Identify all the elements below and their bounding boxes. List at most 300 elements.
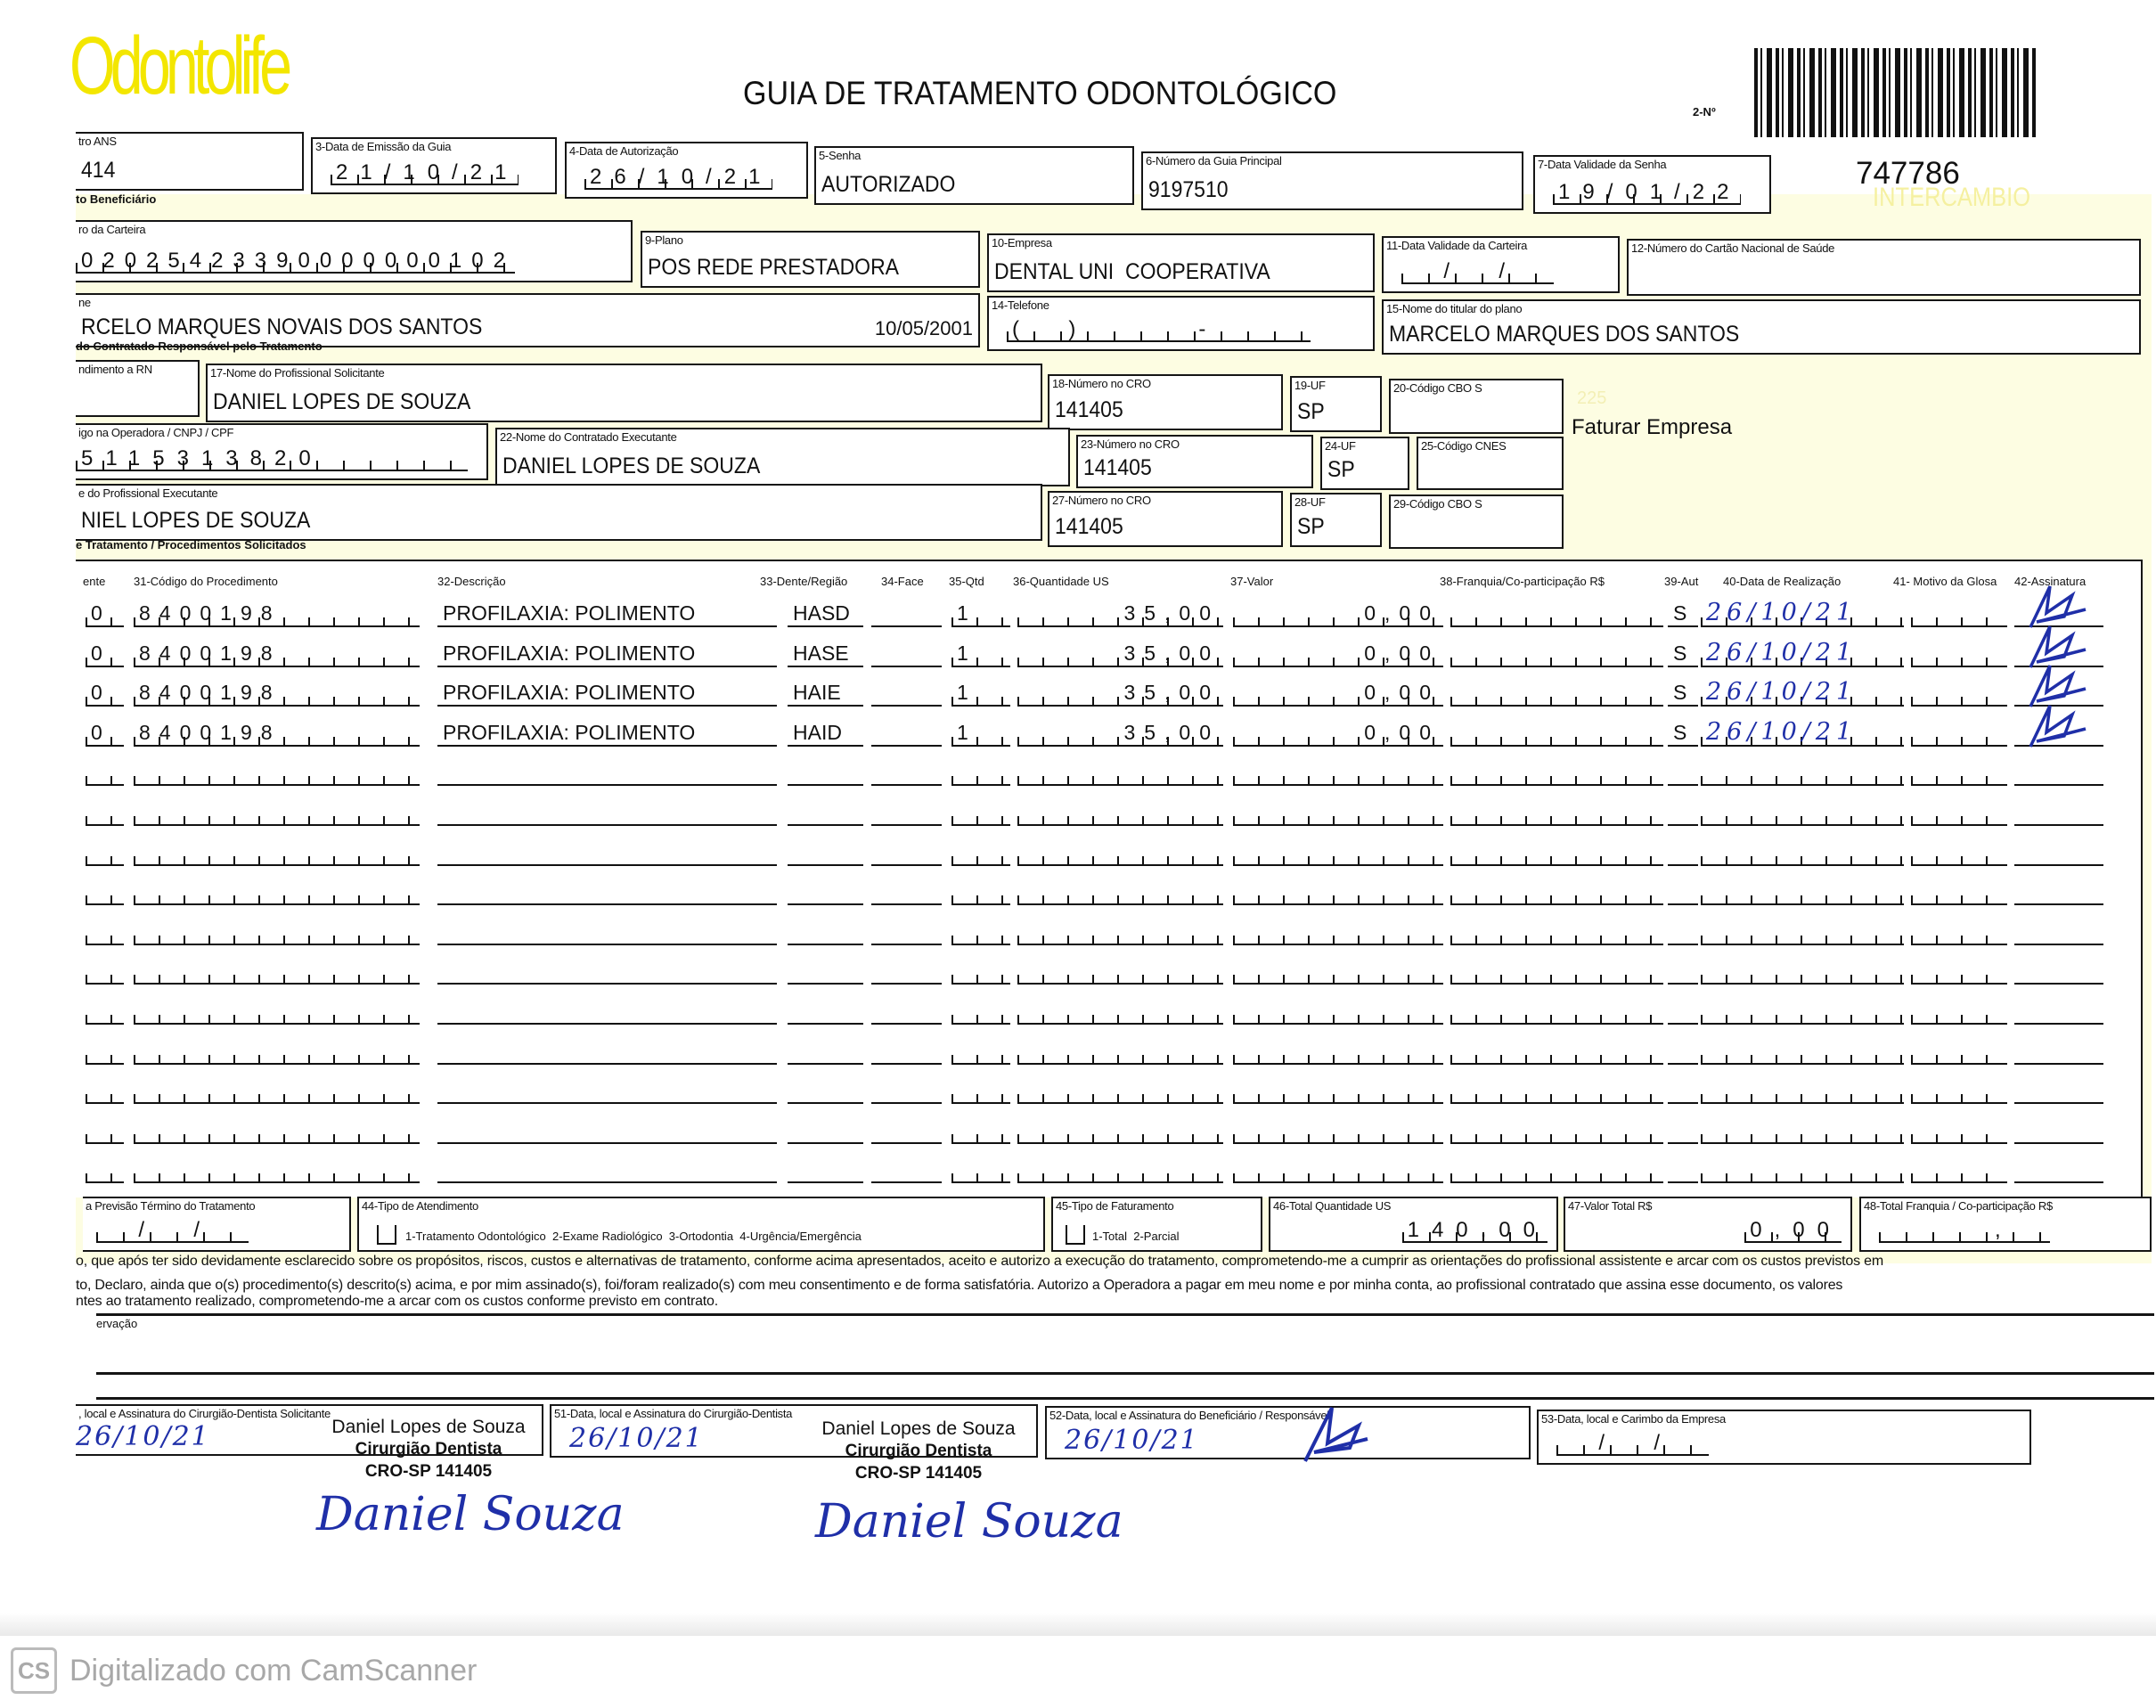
cell-value[interactable] — [1233, 1077, 1443, 1104]
cell-motivo[interactable] — [1911, 839, 2007, 866]
cell-qty[interactable] — [951, 998, 1010, 1025]
cell-copay[interactable] — [1450, 998, 1663, 1025]
cell-date[interactable]: 26/10/21 — [1701, 641, 1904, 667]
signature-53-field[interactable] — [1537, 1410, 2031, 1465]
cell-qty[interactable] — [951, 919, 1010, 945]
cell-motivo[interactable] — [1911, 680, 2007, 707]
phone-field[interactable] — [987, 296, 1375, 351]
checkbox[interactable] — [377, 1225, 396, 1245]
field-value: 141405 — [1055, 397, 1123, 422]
cell-region[interactable] — [788, 958, 863, 985]
cell-date[interactable] — [1701, 1077, 1904, 1104]
field-label: 10-Empresa — [992, 236, 1052, 249]
cell-face[interactable] — [871, 879, 942, 905]
cell-aut[interactable] — [1668, 998, 1698, 1025]
declaration-line: to, Declaro, ainda que o(s) procedimento(s) descrito(s) acima, e por mim assinado(s), foi/foram realizado(s) com meu consentimento e de forma satisfatória. Autorizo a Operadora a pagar em meu nome e por minha conta, ao profissional contratado que assina esse documento, os valores — [76, 1278, 1843, 1293]
cell-copay[interactable] — [1450, 1156, 1663, 1183]
cell-qty[interactable] — [951, 879, 1010, 905]
cell-code[interactable] — [134, 1156, 420, 1183]
cell-qty[interactable] — [951, 1117, 1010, 1144]
cnes-25-field[interactable] — [1417, 437, 1564, 490]
field-label: 53-Data, local e Carimbo da Empresa — [1541, 1412, 1726, 1426]
cell-us[interactable] — [1017, 998, 1223, 1025]
cell-value[interactable]: 0,00 — [1233, 720, 1443, 747]
company-field[interactable] — [987, 233, 1375, 292]
cell-copay[interactable] — [1450, 1117, 1663, 1144]
main-guide-field[interactable] — [1141, 151, 1523, 210]
cell-face[interactable] — [871, 1156, 942, 1183]
cell-region[interactable]: HAID — [788, 720, 863, 747]
cell-description[interactable]: PROFILAXIA: POLIMENTO — [437, 720, 777, 747]
cell-date[interactable] — [1701, 1038, 1904, 1065]
handwritten-date: 26/10/21 — [76, 1421, 210, 1452]
cell-us[interactable] — [1017, 839, 1223, 866]
cell-description[interactable] — [437, 879, 777, 905]
password-field[interactable] — [814, 146, 1134, 205]
cell-description[interactable]: PROFILAXIA: POLIMENTO — [437, 641, 777, 667]
cell-date[interactable] — [1701, 1117, 1904, 1144]
cell-date[interactable] — [1701, 839, 1904, 866]
faint-code: 225 — [1577, 388, 1607, 408]
cell-motivo[interactable] — [1911, 1117, 2007, 1144]
cell-motivo[interactable] — [1911, 919, 2007, 945]
cell-value[interactable]: 0,00 — [1233, 641, 1443, 667]
cell-table[interactable] — [86, 1038, 124, 1065]
cell-code[interactable] — [134, 1117, 420, 1144]
cell-table[interactable] — [86, 1117, 124, 1144]
uf-24-field[interactable] — [1320, 437, 1409, 490]
field-value: 21/10/21 — [331, 162, 519, 185]
cell-qty[interactable] — [951, 1038, 1010, 1065]
cell-sig[interactable] — [2014, 958, 2103, 985]
field-value: 19/01/22 — [1553, 182, 1741, 205]
field-value: SP — [1297, 514, 1325, 539]
cell-code[interactable] — [134, 879, 420, 905]
cell-us[interactable] — [1017, 879, 1223, 905]
column-header: 34-Face — [881, 575, 924, 588]
cell-face[interactable] — [871, 799, 942, 826]
cell-region[interactable] — [788, 998, 863, 1025]
cell-code[interactable]: 8400198 — [134, 641, 420, 667]
cell-us[interactable]: 35,00 — [1017, 601, 1223, 627]
cell-description[interactable] — [437, 1038, 777, 1065]
cell-value[interactable] — [1233, 879, 1443, 905]
cell-code[interactable] — [134, 998, 420, 1025]
cell-copay[interactable] — [1450, 641, 1663, 667]
cell-region[interactable] — [788, 759, 863, 786]
cell-aut[interactable]: S — [1668, 720, 1698, 747]
field-value: / / — [96, 1220, 249, 1243]
cell-region[interactable] — [788, 1117, 863, 1144]
column-header: 39-Aut — [1664, 575, 1699, 588]
cell-sig[interactable] — [2014, 1117, 2103, 1144]
cell-description[interactable] — [437, 919, 777, 945]
cell-code[interactable] — [134, 1038, 420, 1065]
cell-value[interactable] — [1233, 958, 1443, 985]
cell-code[interactable] — [134, 839, 420, 866]
auth-date-field[interactable] — [565, 142, 808, 199]
field-label: a Previsão Término do Tratamento — [86, 1199, 256, 1213]
cell-us[interactable] — [1017, 799, 1223, 826]
table-row[interactable] — [83, 989, 2123, 1028]
cell-description[interactable] — [437, 839, 777, 866]
field-label: 15-Nome do titular do plano — [1386, 302, 1523, 315]
cell-copay[interactable] — [1450, 601, 1663, 627]
cell-table[interactable] — [86, 879, 124, 905]
cell-code[interactable] — [134, 958, 420, 985]
cell-aut[interactable] — [1668, 1038, 1698, 1065]
cell-face[interactable] — [871, 958, 942, 985]
uf-19-field[interactable] — [1290, 376, 1382, 432]
table-row[interactable] — [83, 870, 2123, 909]
column-header: 40-Data de Realização — [1723, 575, 1842, 588]
cell-aut[interactable]: S — [1668, 641, 1698, 667]
cell-copay[interactable] — [1450, 759, 1663, 786]
cell-sig[interactable] — [2014, 998, 2103, 1025]
cell-motivo[interactable] — [1911, 998, 2007, 1025]
cell-description[interactable] — [437, 1117, 777, 1144]
cell-table[interactable]: 0 — [86, 720, 124, 747]
cell-sig[interactable] — [2014, 879, 2103, 905]
cell-table[interactable]: 0 — [86, 641, 124, 667]
signature-52-field[interactable] — [1045, 1406, 1531, 1459]
cell-table[interactable] — [86, 799, 124, 826]
table-row[interactable] — [83, 1108, 2123, 1148]
field-label: 29-Código CBO S — [1393, 497, 1482, 511]
cell-face[interactable] — [871, 641, 942, 667]
end-forecast-field[interactable] — [83, 1197, 351, 1252]
cell-sig[interactable] — [2014, 1156, 2103, 1183]
cell-code[interactable] — [134, 919, 420, 945]
cell-motivo[interactable] — [1911, 641, 2007, 667]
cell-aut[interactable] — [1668, 759, 1698, 786]
cell-date[interactable] — [1701, 919, 1904, 945]
section-procedures: e Tratamento / Procedimentos Solicitados — [76, 538, 306, 552]
field-label: ndimento a RN — [78, 363, 152, 376]
cell-code[interactable] — [134, 799, 420, 826]
cell-motivo[interactable] — [1911, 1156, 2007, 1183]
cell-aut[interactable] — [1668, 799, 1698, 826]
birth-date: 10/05/2001 — [874, 317, 973, 339]
table-row[interactable] — [83, 1148, 2123, 1187]
field-label: 27-Número no CRO — [1052, 494, 1151, 507]
cell-us[interactable]: 35,00 — [1017, 641, 1223, 667]
cell-table[interactable] — [86, 1156, 124, 1183]
cell-date[interactable]: 26/10/21 — [1701, 601, 1904, 627]
cell-table[interactable]: 0 — [86, 601, 124, 627]
card-number-field[interactable] — [76, 220, 633, 282]
table-row[interactable] — [83, 671, 2123, 710]
cell-us[interactable] — [1017, 1038, 1223, 1065]
cell-us[interactable] — [1017, 1077, 1223, 1104]
card-validity-field[interactable] — [1382, 236, 1620, 293]
cbo-29-field[interactable] — [1389, 494, 1564, 549]
cell-us[interactable]: 35,00 — [1017, 680, 1223, 707]
cell-description[interactable] — [437, 799, 777, 826]
cell-qty[interactable] — [951, 839, 1010, 866]
cell-code[interactable] — [134, 759, 420, 786]
cell-face[interactable] — [871, 1117, 942, 1144]
field-value: 0,00 — [1744, 1220, 1842, 1243]
field-label: 19-UF — [1294, 379, 1326, 392]
cell-aut[interactable] — [1668, 958, 1698, 985]
table-row[interactable] — [83, 790, 2123, 829]
cell-value[interactable] — [1233, 1117, 1443, 1144]
cell-motivo[interactable] — [1911, 958, 2007, 985]
cell-table[interactable] — [86, 958, 124, 985]
total-value-field[interactable] — [1564, 1197, 1852, 1252]
declaration-line: o, que após ter sido devidamente esclarecido sobre os propósitos, riscos, custos e alternativas de tratamento, conforme acima apresentados, aceito e autorizo a execução do tratamento, comprometendo-me a cumprir as orientações do profissional assistente e arcar com os custos previstos em — [76, 1254, 1883, 1269]
section-contracted: do Contratado Responsável pelo Tratamento — [76, 339, 323, 353]
intercambio-stamp: INTERCAMBIO — [1873, 183, 2031, 212]
cell-us[interactable] — [1017, 1117, 1223, 1144]
cell-qty[interactable] — [951, 1156, 1010, 1183]
column-header: 32-Descrição — [437, 575, 506, 588]
plan-field[interactable] — [641, 231, 980, 288]
cell-table[interactable] — [86, 998, 124, 1025]
cell-table[interactable] — [86, 1077, 124, 1104]
cell-value[interactable] — [1233, 799, 1443, 826]
cell-motivo[interactable] — [1911, 1077, 2007, 1104]
cell-date[interactable] — [1701, 998, 1904, 1025]
cell-aut[interactable] — [1668, 1156, 1698, 1183]
cell-copay[interactable] — [1450, 839, 1663, 866]
declaration-line: ntes ao tratamento realizado, comprometendo-me a arcar com os custos conforme previsto em contrato. — [76, 1294, 718, 1309]
field-value: ( ) - — [1007, 319, 1311, 342]
cell-aut[interactable] — [1668, 839, 1698, 866]
handwritten-signature: Daniel Souza — [316, 1488, 625, 1541]
rn-field[interactable] — [76, 360, 200, 417]
cell-us[interactable] — [1017, 958, 1223, 985]
camscanner-text: Digitalizado com CamScanner — [69, 1654, 478, 1688]
cell-value[interactable]: 0,00 — [1233, 601, 1443, 627]
total-copay-field[interactable] — [1859, 1197, 2152, 1252]
field-label: 25-Código CNES — [1421, 439, 1507, 453]
cell-sig[interactable] — [2014, 919, 2103, 945]
cell-aut[interactable]: S — [1668, 680, 1698, 707]
cell-sig[interactable] — [2014, 1077, 2103, 1104]
cell-value[interactable]: 0,00 — [1233, 680, 1443, 707]
cell-date[interactable] — [1701, 759, 1904, 786]
cell-region[interactable] — [788, 919, 863, 945]
cell-aut[interactable] — [1668, 879, 1698, 905]
field-label: 48-Total Franquia / Co-participação R$ — [1864, 1199, 2053, 1213]
cell-aut[interactable] — [1668, 919, 1698, 945]
cell-qty[interactable] — [951, 799, 1010, 826]
cell-face[interactable] — [871, 1038, 942, 1065]
observation-line[interactable] — [96, 1372, 2154, 1375]
cell-qty[interactable]: 1 — [951, 641, 1010, 667]
cell-motivo[interactable] — [1911, 759, 2007, 786]
cell-copay[interactable] — [1450, 1077, 1663, 1104]
table-row[interactable] — [83, 592, 2123, 631]
column-header: 38-Franquia/Co-participação R$ — [1440, 575, 1605, 588]
cell-region[interactable] — [788, 1038, 863, 1065]
field-value: / / — [1556, 1433, 1709, 1456]
cell-sig[interactable] — [2014, 799, 2103, 826]
cell-date[interactable] — [1701, 1156, 1904, 1183]
cell-copay[interactable] — [1450, 720, 1663, 747]
operator-code-field[interactable] — [76, 423, 488, 480]
cell-copay[interactable] — [1450, 879, 1663, 905]
total-us-field[interactable] — [1269, 1197, 1558, 1252]
cell-copay[interactable] — [1450, 680, 1663, 707]
cell-face[interactable] — [871, 839, 942, 866]
cell-table[interactable] — [86, 759, 124, 786]
cell-date[interactable]: 26/10/21 — [1701, 680, 1904, 707]
cell-description[interactable] — [437, 1156, 777, 1183]
cbo-20-field[interactable] — [1389, 379, 1564, 434]
cell-qty[interactable]: 1 — [951, 601, 1010, 627]
column-header: 37-Valor — [1230, 575, 1274, 588]
cell-sig[interactable] — [2014, 759, 2103, 786]
stamp-cro: CRO-SP 141405 — [364, 1462, 493, 1481]
cell-table[interactable] — [86, 919, 124, 945]
field-label: 47-Valor Total R$ — [1568, 1199, 1653, 1213]
stamp-name: Daniel Lopes de Souza — [331, 1417, 526, 1437]
cell-face[interactable] — [871, 919, 942, 945]
field-value: / / — [1401, 261, 1554, 284]
password-validity-field[interactable] — [1533, 155, 1771, 214]
cell-qty[interactable]: 1 — [951, 720, 1010, 747]
executor-field[interactable] — [76, 484, 1042, 541]
stamp-name: Daniel Lopes de Souza — [821, 1418, 1016, 1439]
table-row[interactable] — [83, 830, 2123, 870]
cell-face[interactable] — [871, 720, 942, 747]
cell-sig[interactable] — [2014, 839, 2103, 866]
field-value: DANIEL LOPES DE SOUZA — [502, 454, 761, 478]
cell-date[interactable] — [1701, 799, 1904, 826]
cell-code[interactable]: 8400198 — [134, 680, 420, 707]
logo — [69, 20, 287, 113]
cell-qty[interactable] — [951, 1077, 1010, 1104]
cell-us[interactable]: 35,00 — [1017, 720, 1223, 747]
field-value: POS REDE PRESTADORA — [648, 255, 900, 280]
cell-code[interactable]: 8400198 — [134, 601, 420, 627]
cell-description[interactable] — [437, 759, 777, 786]
holder-name-field[interactable] — [1382, 299, 2141, 355]
cell-description[interactable]: PROFILAXIA: POLIMENTO — [437, 680, 777, 707]
guide-number-label: 2-Nº — [1693, 105, 1716, 118]
cell-motivo[interactable] — [1911, 601, 2007, 627]
signature-scribble — [2023, 702, 2095, 752]
table-row[interactable] — [83, 632, 2123, 671]
cell-us[interactable] — [1017, 919, 1223, 945]
cell-region[interactable] — [788, 799, 863, 826]
cell-region[interactable] — [788, 1077, 863, 1104]
requester-field[interactable] — [206, 364, 1042, 422]
field-label: 11-Data Validade da Carteira — [1386, 239, 1528, 252]
cro-27-field[interactable] — [1048, 491, 1283, 547]
cell-table[interactable] — [86, 839, 124, 866]
service-type-field[interactable] — [357, 1197, 1045, 1252]
cell-face[interactable] — [871, 601, 942, 627]
cell-copay[interactable] — [1450, 958, 1663, 985]
cell-motivo[interactable] — [1911, 1038, 2007, 1065]
cell-date[interactable] — [1701, 879, 1904, 905]
cell-aut[interactable] — [1668, 1077, 1698, 1104]
billing-type-field[interactable] — [1051, 1197, 1262, 1252]
cell-motivo[interactable] — [1911, 799, 2007, 826]
cell-date[interactable] — [1701, 958, 1904, 985]
checkbox[interactable] — [1066, 1225, 1085, 1245]
cell-copay[interactable] — [1450, 1038, 1663, 1065]
guide-number: 747786 — [1856, 156, 1960, 191]
cell-aut[interactable] — [1668, 1117, 1698, 1144]
table-row[interactable] — [83, 949, 2123, 988]
cell-date[interactable]: 26/10/21 — [1701, 720, 1904, 747]
table-row[interactable] — [83, 1068, 2123, 1107]
cell-value[interactable] — [1233, 1156, 1443, 1183]
cell-face[interactable] — [871, 759, 942, 786]
table-row[interactable] — [83, 910, 2123, 949]
cns-field[interactable] — [1627, 239, 2141, 296]
cell-qty[interactable] — [951, 759, 1010, 786]
cell-us[interactable] — [1017, 1156, 1223, 1183]
field-label: 44-Tipo de Atendimento — [362, 1199, 478, 1213]
cell-value[interactable] — [1233, 759, 1443, 786]
cell-aut[interactable]: S — [1668, 601, 1698, 627]
contractor-field[interactable] — [495, 428, 1070, 486]
field-value: DENTAL UNI COOPERATIVA — [994, 259, 1270, 284]
cell-motivo[interactable] — [1911, 879, 2007, 905]
cell-value[interactable] — [1233, 839, 1443, 866]
cell-face[interactable] — [871, 680, 942, 707]
cell-copay[interactable] — [1450, 919, 1663, 945]
cell-description[interactable] — [437, 998, 777, 1025]
cell-region[interactable] — [788, 1156, 863, 1183]
cell-value[interactable] — [1233, 1038, 1443, 1065]
logo-text: CS — [17, 1657, 51, 1684]
column-header: 41- Motivo da Glosa — [1893, 575, 1997, 588]
cell-region[interactable] — [788, 839, 863, 866]
cell-region[interactable]: HASD — [788, 601, 863, 627]
uf-28-field[interactable] — [1290, 493, 1382, 547]
cell-face[interactable] — [871, 1077, 942, 1104]
cell-sig[interactable] — [2014, 1038, 2103, 1065]
cell-region[interactable]: HASE — [788, 641, 863, 667]
ans-field[interactable] — [76, 132, 304, 191]
cro-18-field[interactable] — [1048, 374, 1283, 430]
table-row[interactable] — [83, 750, 2123, 789]
field-value: 9197510 — [1148, 177, 1229, 202]
emission-date-field[interactable] — [311, 137, 557, 194]
cell-copay[interactable] — [1450, 799, 1663, 826]
cro-23-field[interactable] — [1076, 435, 1313, 488]
cell-value[interactable] — [1233, 919, 1443, 945]
cell-face[interactable] — [871, 998, 942, 1025]
table-row[interactable] — [83, 1029, 2123, 1068]
cell-description[interactable] — [437, 958, 777, 985]
cell-qty[interactable]: 1 — [951, 680, 1010, 707]
field-label: tro ANS — [78, 135, 117, 148]
cell-motivo[interactable] — [1911, 720, 2007, 747]
cell-description[interactable]: PROFILAXIA: POLIMENTO — [437, 601, 777, 627]
cell-qty[interactable] — [951, 958, 1010, 985]
cell-region[interactable]: HAIE — [788, 680, 863, 707]
field-label: , local e Assinatura do Cirurgião-Dentista Solicitante — [78, 1407, 331, 1420]
cell-description[interactable] — [437, 1077, 777, 1104]
field-label: 45-Tipo de Faturamento — [1056, 1199, 1174, 1213]
handwritten-date: 26/10/21 — [1065, 1425, 1199, 1456]
cell-table[interactable]: 0 — [86, 680, 124, 707]
table-row[interactable] — [83, 711, 2123, 750]
cell-code[interactable]: 8400198 — [134, 720, 420, 747]
cell-us[interactable] — [1017, 759, 1223, 786]
cell-code[interactable] — [134, 1077, 420, 1104]
cell-region[interactable] — [788, 879, 863, 905]
cell-value[interactable] — [1233, 998, 1443, 1025]
